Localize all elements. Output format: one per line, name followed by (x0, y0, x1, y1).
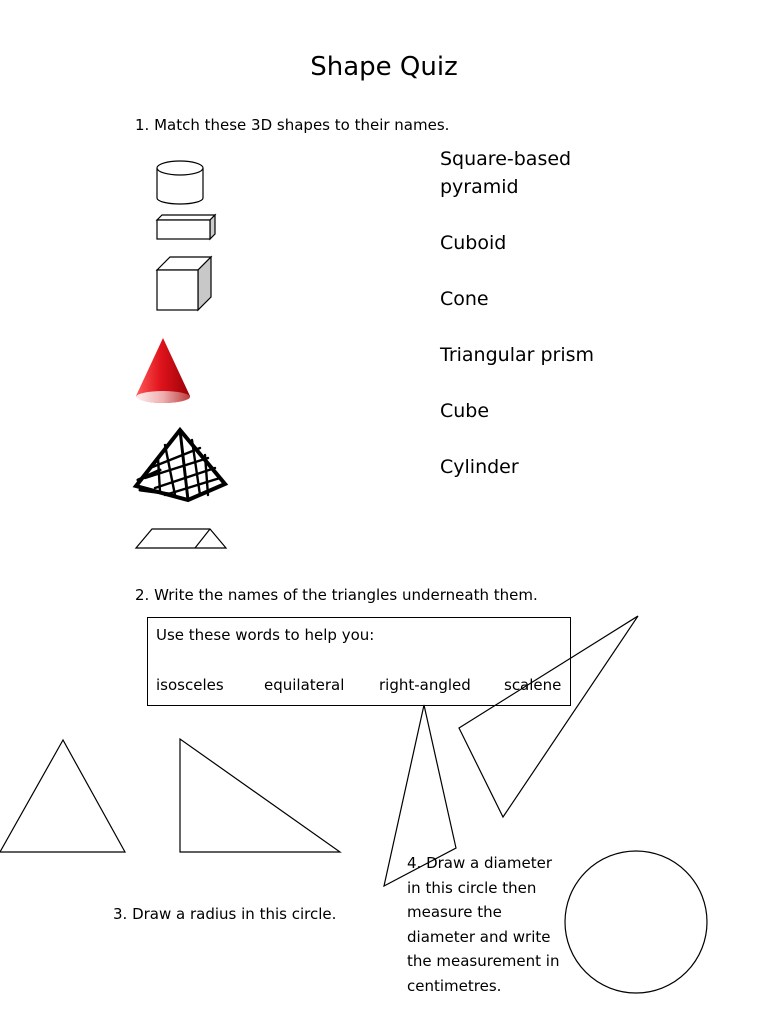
shape-name-cone: Cone (440, 288, 489, 310)
question-4-circle[interactable] (565, 851, 707, 993)
equilateral-triangle (0, 740, 125, 852)
cylinder-icon (157, 161, 203, 204)
shape-name-cuboid: Cuboid (440, 232, 507, 254)
page-title: Shape Quiz (310, 52, 458, 82)
word-equilateral: equilateral (264, 676, 345, 694)
word-right-angled: right-angled (379, 676, 471, 694)
cube-icon (157, 257, 211, 310)
shape-name-square-based-pyramid: Square-based pyramid (440, 148, 572, 198)
shape-name-cube: Cube (440, 400, 490, 422)
word-bank-box (147, 617, 571, 706)
triangular-prism-icon (136, 529, 226, 548)
shape-name-cylinder: Cylinder (440, 456, 519, 478)
word-bank-title: Use these words to help you: (156, 626, 375, 644)
right-angled-triangle (180, 739, 340, 852)
cuboid-icon (157, 215, 215, 239)
cone-icon (136, 338, 190, 403)
shape-name-triangular-prism: Triangular prism (440, 344, 595, 366)
pyramid-icon (136, 430, 225, 500)
question-1-prompt: 1. Match these 3D shapes to their names. (135, 116, 450, 134)
word-scalene: scalene (504, 676, 562, 694)
question-4-prompt: 4. Draw a diameter in this circle then measure the diameter and write the measurement in centimetres. (407, 854, 560, 995)
question-2-prompt: 2. Write the names of the triangles underneath them. (135, 586, 538, 604)
word-isosceles: isosceles (156, 676, 224, 694)
question-3-prompt: 3. Draw a radius in this circle. (113, 905, 337, 923)
